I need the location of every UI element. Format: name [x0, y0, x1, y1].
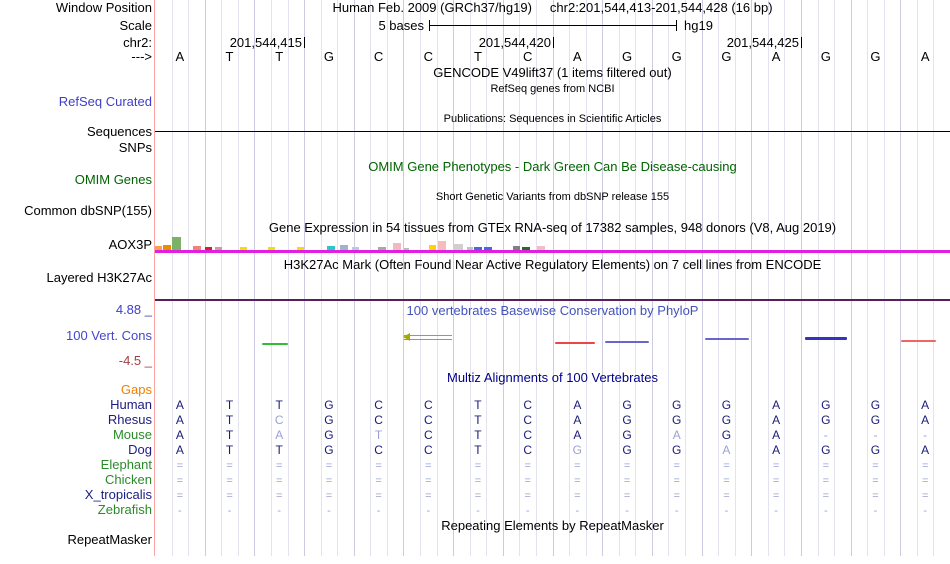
conservation-mark: [705, 338, 749, 340]
gtex-expression-bar: [522, 247, 530, 250]
gtex-expression-bar: [404, 248, 409, 250]
alignment-base: -: [823, 505, 828, 517]
alignment-base: C: [374, 398, 383, 412]
alignment-base: G: [870, 398, 881, 412]
base-letter: A: [920, 49, 930, 64]
track-label-sequences[interactable]: Sequences: [86, 124, 152, 139]
alignment-base: A: [175, 428, 184, 442]
alignment-row-mouse[interactable]: [0, 428, 950, 442]
assembly-title: Human Feb. 2009 (GRCh37/hg19): [332, 0, 532, 15]
track-label-scale: Scale: [119, 18, 152, 33]
alignment-base: =: [226, 475, 233, 487]
alignment-row-rhesus[interactable]: [0, 413, 950, 427]
alignment-base: =: [623, 460, 631, 472]
alignment-base: =: [325, 490, 333, 502]
base-letter: T: [473, 49, 482, 64]
window-position-row: [155, 1, 950, 15]
track-label-layered-h3k27ac[interactable]: Layered H3K27Ac: [46, 270, 152, 285]
alignment-base: C: [523, 428, 532, 442]
track-label-omim-genes[interactable]: OMIM Genes: [74, 172, 152, 187]
alignment-base: A: [722, 443, 731, 457]
gtex-expression-bar: [429, 245, 436, 250]
alignment-base: C: [423, 443, 433, 457]
alignment-base: =: [524, 475, 531, 487]
alignment-base: =: [474, 460, 482, 472]
alignment-row-zebrafish[interactable]: [0, 503, 950, 517]
alignment-base: T: [474, 443, 482, 457]
alignment-base: =: [276, 490, 283, 502]
alignment-base: =: [822, 475, 829, 487]
ruler-coordinate-label: 201,544,415: [229, 35, 302, 50]
alignment-base: A: [772, 443, 781, 457]
alignment-base: G: [324, 428, 334, 442]
alignment-base: A: [921, 413, 930, 427]
track-title-h3k27ac-title[interactable]: H3K27Ac Mark (Often Found Near Active Regulatory Elements) on 7 cell lines from ENCODE: [283, 257, 822, 272]
alignment-base: =: [623, 475, 631, 487]
alignment-base: =: [574, 490, 581, 502]
ruler-tick: [553, 37, 554, 48]
alignment-base: =: [425, 475, 432, 487]
gtex-expression-bar: [327, 246, 335, 250]
alignment-base: =: [872, 475, 879, 487]
alignment-base: -: [873, 428, 878, 442]
track-title-refseq-note[interactable]: RefSeq genes from NCBI: [490, 83, 615, 95]
alignment-base: G: [870, 413, 881, 427]
alignment-row-human[interactable]: [0, 398, 950, 412]
alignment-base: =: [673, 490, 680, 502]
conservation-mark: [262, 343, 288, 345]
alignment-base: A: [772, 413, 781, 427]
alignment-base: -: [277, 505, 282, 517]
base-letter: G: [721, 49, 732, 64]
track-label-cons-min: -4.5 _: [118, 353, 152, 368]
alignment-row-elephant[interactable]: [0, 458, 950, 472]
species-label-zebrafish[interactable]: Zebrafish: [97, 502, 152, 517]
gtex-expression-bar: [438, 241, 446, 250]
alignment-base: =: [425, 490, 432, 502]
alignment-base: -: [873, 505, 878, 517]
alignment-base: -: [724, 505, 729, 517]
alignment-base: G: [622, 413, 632, 427]
conservation-mark: [605, 341, 649, 343]
alignment-base: -: [327, 505, 331, 517]
base-letter: T: [275, 49, 284, 64]
gtex-expression-bar: [297, 247, 304, 250]
gtex-expression-bar: [172, 237, 181, 250]
base-letter: C: [522, 49, 533, 64]
ruler-coordinate-label: 201,544,425: [726, 35, 799, 50]
base-letter: T: [225, 49, 234, 64]
track-label-cons-max: 4.88 _: [115, 302, 152, 317]
scale-bar-left-tick: [429, 20, 430, 31]
alignment-base: =: [226, 490, 233, 502]
alignment-base: G: [672, 443, 682, 457]
alignment-base: T: [474, 413, 482, 427]
alignment-row-x_tropicalis[interactable]: [0, 488, 950, 502]
gtex-expression-bar: [352, 247, 359, 250]
alignment-base: =: [723, 475, 730, 487]
alignment-base: C: [423, 428, 433, 442]
alignment-base: =: [772, 475, 780, 487]
alignment-base: T: [225, 443, 234, 457]
alignment-base: =: [375, 490, 382, 502]
track-label-snps[interactable]: SNPs: [118, 140, 152, 155]
alignment-base: =: [921, 460, 929, 472]
track-label-repeatmasker[interactable]: RepeatMasker: [67, 532, 152, 547]
alignment-base: -: [823, 428, 828, 442]
alignment-base: T: [275, 398, 283, 412]
h3k27ac-baseline: [155, 299, 950, 301]
alignment-base: G: [672, 398, 682, 412]
species-label-rhesus[interactable]: Rhesus: [107, 412, 152, 427]
species-label-gaps[interactable]: Gaps: [120, 382, 152, 397]
alignment-base: =: [276, 475, 283, 487]
base-letter: C: [373, 49, 384, 64]
alignment-base: =: [921, 475, 929, 487]
alignment-base: =: [574, 460, 581, 472]
gtex-expression-bar: [163, 245, 171, 250]
alignment-base: =: [524, 460, 531, 472]
alignment-base: =: [375, 475, 382, 487]
alignment-base: G: [672, 413, 682, 427]
alignment-base: T: [275, 443, 283, 457]
species-label-dog[interactable]: Dog: [128, 442, 152, 457]
track-label-vert-cons[interactable]: 100 Vert. Cons: [66, 328, 152, 343]
alignment-base: =: [226, 460, 233, 472]
base-letter: G: [870, 49, 881, 64]
alignment-base: =: [176, 475, 184, 487]
alignment-base: -: [674, 505, 679, 517]
gtex-expression-bar: [268, 247, 275, 250]
alignment-base: G: [721, 398, 732, 412]
alignment-base: G: [622, 428, 632, 442]
gtex-expression-bar: [393, 243, 401, 250]
conservation-mark: [805, 337, 847, 340]
base-letter: G: [621, 49, 633, 64]
base-letter: C: [423, 49, 433, 64]
track-title-publications[interactable]: Publications: Sequences in Scientific Articles: [443, 113, 662, 125]
track-title-gtex-title[interactable]: Gene Expression in 54 tissues from GTEx RNA-seq of 17382 samples, 948 donors (V8, Aug 2019): [268, 220, 837, 235]
alignment-base: =: [822, 460, 829, 472]
gtex-expression-bar: [193, 246, 201, 250]
alignment-base: =: [921, 490, 929, 502]
alignment-base: T: [474, 428, 482, 442]
track-title-gencode[interactable]: GENCODE V49lift37 (1 items filtered out): [433, 65, 672, 80]
alignment-base: T: [225, 398, 234, 412]
alignment-base: -: [525, 505, 530, 517]
alignment-base: G: [821, 398, 831, 412]
alignment-base: =: [524, 490, 531, 502]
alignment-base: -: [476, 505, 480, 517]
alignment-base: A: [672, 428, 681, 442]
alignment-base: A: [573, 413, 582, 427]
alignment-base: G: [870, 443, 881, 457]
alignment-base: =: [425, 460, 432, 472]
alignment-base: A: [772, 428, 781, 442]
alignment-base: =: [872, 460, 879, 472]
alignment-base: =: [673, 460, 680, 472]
alignment-base: G: [572, 443, 583, 457]
species-label-chicken[interactable]: Chicken: [105, 472, 152, 487]
alignment-base: A: [772, 398, 781, 412]
base-letter: A: [175, 49, 185, 64]
track-label-strand: --->: [131, 49, 152, 64]
alignment-base: =: [772, 460, 780, 472]
species-label-x_tropicalis[interactable]: X_tropicalis: [84, 487, 152, 502]
alignment-base: =: [176, 460, 184, 472]
alignment-base: =: [723, 460, 730, 472]
alignment-base: =: [176, 490, 184, 502]
gtex-expression-bar: [453, 244, 463, 250]
alignment-base: -: [376, 505, 381, 517]
track-label-window-position: Window Position: [55, 0, 152, 15]
alignment-base: -: [923, 505, 927, 517]
sequences-line: [155, 131, 950, 132]
gtex-expression-bar: [378, 247, 386, 250]
conservation-mark: [901, 340, 936, 342]
scale-assembly-label: hg19: [684, 18, 713, 33]
alignment-base: A: [573, 398, 582, 412]
alignment-base: -: [575, 505, 580, 517]
alignment-base: G: [721, 428, 732, 442]
species-label-human[interactable]: Human: [110, 397, 152, 412]
gtex-expression-bar: [205, 247, 212, 250]
base-letter: G: [671, 49, 682, 64]
track-label-refseq-curated[interactable]: RefSeq Curated: [58, 94, 152, 109]
alignment-base: -: [426, 505, 431, 517]
alignment-base: G: [324, 398, 334, 412]
alignment-base: T: [225, 413, 234, 427]
gtex-expression-bar: [215, 247, 222, 250]
alignment-base: =: [723, 490, 730, 502]
scale-bar: [429, 25, 676, 26]
track-title-dbsnp-note[interactable]: Short Genetic Variants from dbSNP release 155: [435, 191, 670, 203]
alignment-base: T: [374, 428, 383, 442]
alignment-base: =: [474, 490, 482, 502]
conservation-mark: [555, 342, 595, 344]
gtex-expression-bar: [513, 246, 520, 250]
alignment-base: =: [375, 460, 382, 472]
alignment-base: C: [374, 443, 383, 457]
track-title-repeatmasker-title[interactable]: Repeating Elements by RepeatMasker: [441, 518, 664, 533]
species-label-elephant[interactable]: Elephant: [100, 457, 152, 472]
alignment-base: C: [523, 413, 532, 427]
alignment-base: A: [921, 443, 930, 457]
alignment-base: C: [274, 413, 284, 427]
alignment-base: A: [275, 428, 284, 442]
base-letter: G: [323, 49, 334, 64]
alignment-row-gaps[interactable]: [0, 383, 950, 397]
alignment-base: G: [622, 443, 632, 457]
alignment-base: C: [374, 413, 383, 427]
alignment-base: -: [227, 505, 232, 517]
alignment-base: G: [721, 413, 732, 427]
alignment-base: =: [872, 490, 879, 502]
alignment-base: =: [772, 490, 780, 502]
alignment-base: C: [423, 398, 433, 412]
alignment-base: C: [523, 398, 532, 412]
gtex-expression-bar: [474, 247, 482, 250]
alignment-base: =: [574, 475, 581, 487]
ruler-tick: [304, 37, 305, 48]
alignment-base: =: [673, 475, 680, 487]
alignment-base: T: [225, 428, 234, 442]
base-letter: A: [573, 49, 582, 64]
alignment-base: A: [921, 398, 930, 412]
arrowhead-left-icon: [403, 333, 410, 341]
gtex-expression-bar: [484, 247, 492, 250]
gtex-expression-bar: [467, 247, 473, 250]
alignment-row-dog[interactable]: [0, 443, 950, 457]
conservation-mark-arrow: [404, 335, 452, 340]
gtex-gene-line: [155, 250, 950, 253]
alignment-base: G: [821, 413, 831, 427]
position-title: chr2:201,544,413-201,544,428 (16 bp): [549, 0, 773, 15]
ruler-coordinate-label: 201,544,420: [478, 35, 551, 50]
alignment-base: G: [324, 413, 334, 427]
base-letter: A: [771, 49, 781, 64]
alignment-base: -: [774, 505, 778, 517]
alignment-base: =: [325, 475, 333, 487]
track-label-chrom: chr2:: [123, 35, 152, 50]
alignment-base: A: [175, 443, 184, 457]
alignment-base: G: [324, 443, 334, 457]
alignment-base: C: [523, 443, 532, 457]
track-title-phylop-title[interactable]: 100 vertebrates Basewise Conservation by PhyloP: [406, 303, 699, 318]
gtex-expression-bar: [240, 247, 247, 250]
alignment-base: A: [175, 398, 184, 412]
ruler-tick: [801, 37, 802, 48]
scale-value-label: 5 bases: [378, 18, 424, 33]
alignment-base: =: [325, 460, 333, 472]
alignment-base: G: [821, 443, 831, 457]
track-title-omim-title[interactable]: OMIM Gene Phenotypes - Dark Green Can Be Disease-causing: [368, 159, 737, 174]
species-label-mouse[interactable]: Mouse: [112, 427, 152, 442]
alignment-base: =: [276, 460, 283, 472]
base-letter: G: [820, 49, 831, 64]
gtex-expression-bar: [537, 246, 545, 250]
alignment-base: =: [623, 490, 631, 502]
track-label-common-dbsnp[interactable]: Common dbSNP(155): [24, 203, 152, 218]
track-title-multiz-title[interactable]: Multiz Alignments of 100 Vertebrates: [446, 370, 658, 385]
alignment-row-chicken[interactable]: [0, 473, 950, 487]
alignment-base: G: [622, 398, 632, 412]
alignment-base: =: [822, 490, 829, 502]
alignment-base: A: [175, 413, 184, 427]
alignment-base: -: [625, 505, 629, 517]
scale-bar-right-tick: [676, 20, 677, 31]
alignment-base: =: [474, 475, 482, 487]
alignment-base: T: [474, 398, 482, 412]
gtex-expression-bar: [340, 245, 348, 250]
alignment-base: A: [573, 428, 582, 442]
alignment-base: -: [178, 505, 182, 517]
alignment-base: -: [923, 428, 928, 442]
alignment-base: C: [423, 413, 433, 427]
track-label-aox3p[interactable]: AOX3P: [108, 237, 152, 252]
gtex-expression-bar: [155, 246, 162, 250]
